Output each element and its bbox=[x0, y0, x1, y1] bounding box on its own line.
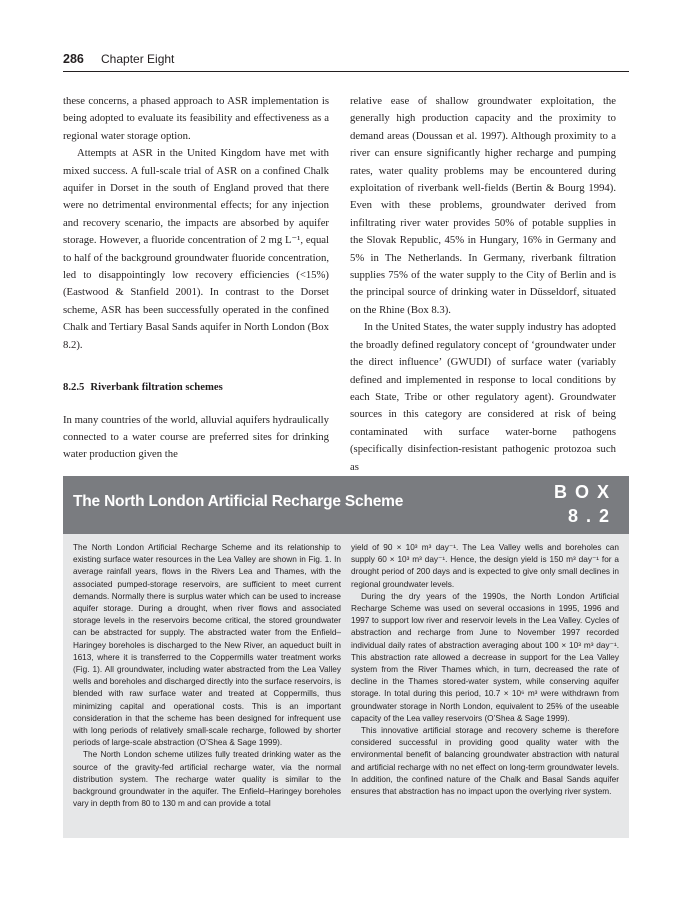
box-paragraph: The North London scheme utilizes fully treated drinking water as the source of the gravity-fed artificial recharge water, via the normal distribution system. The recharge water quality is similar to the background groundwater in the aquifer. The Enfield–Haringey boreholes vary in depth from 80 to 130 m and can provide a total bbox=[73, 750, 341, 809]
chapter-title: Chapter Eight bbox=[101, 52, 175, 66]
box-label-word: BOX bbox=[553, 482, 617, 502]
box-left-column bbox=[73, 542, 341, 810]
section-heading bbox=[63, 379, 329, 396]
box-title: The North London Artificial Recharge Scheme bbox=[73, 493, 404, 510]
paragraph: In many countries of the world, alluvial aquifers hydraulically connected to a water course are preferred sites for drinking water production given the bbox=[63, 413, 329, 461]
paragraph: Attempts at ASR in the United Kingdom have met with mixed success. A full-scale trial of ASR on a confined Chalk aquifer in Dorset in the south of England proved that there were no detrimental environmental effects; for any injection and recovery scenario, the impacts are absorbed by aquifer storage. However, a fluoride concentration of 2 mg L⁻¹, equal to half of the background groundwater fluoride concentration, led to disappointingly low recovery efficiencies (<15%) (Eastwood & Stanfield 2001). In contrast to the Dorset scheme, ASR has been successfully operated in the confined Chalk and Tertiary Basal Sands aquifer in North London (Box 8.2). bbox=[63, 147, 329, 351]
box-paragraph: yield of 90 × 10³ m³ day⁻¹. The Lea Valley wells and boreholes can supply 60 × 10³ m³ day⁻¹. Hence, the design yield is 150 m³ day⁻¹ for a drought period of 200 days and is expected to give only small declines in regional groundwater levels. bbox=[351, 543, 619, 589]
box-right-column bbox=[351, 542, 619, 798]
header-rule bbox=[63, 71, 629, 72]
box-paragraph: This innovative artificial storage and recovery scheme is therefore considered successful in providing good quality water with the environmental benefit of balancing groundwater abstraction with natural and artificial recharge with no net effect on long-term groundwater levels. In addition, the confined nature of the Chalk and Basal Sands aquifer ensures that abstraction has no impact upon the overlying river system. bbox=[351, 726, 619, 797]
box-label bbox=[554, 480, 617, 528]
paragraph: In the United States, the water supply industry has adopted the broadly defined regulatory concept of ‘groundwater under the direct influence’ (GWUDI) of surface water (variably defined and implemented in response to local conditions by each State, Tribe or other regulatory agent). Groundwater sources in this category are considered at risk of being contaminated with surface water-borne pathogens (specifically disinfection-resistant pathogenic protozoa such as bbox=[350, 321, 616, 473]
box-paragraph: The North London Artificial Recharge Scheme and its relationship to existing surface water resources in the Lea Valley are shown in Fig. 1. In average rainfall years, flows in the Rivers Lea and Thames, with the associated pumped-storage reservoirs, are sufficient to meet current demands. Normally there is surplus water which can be used to increase aquifer storage. During a drought, when river flows and associated storage levels in the reservoirs become critical, the stored groundwater can be abstracted for supply. The abstracted water from the Enfield–Haringey boreholes is discharged to the New River, an aqueduct built in 1613, where it is transferred to the Coppermills water treatment works (Fig. 1). All groundwater, including water abstracted from the Lea Valley wells and boreholes and discharged directly into the surface reservoirs, is blended with raw surface water and treated at Coppermills, thus minimizing capital and operational costs. This is an important consideration in that the scheme has been designed for infrequent use with long periods of relatively small-scale recharge, followed by shorter periods of large-scale abstraction (O’Shea & Sage 1999). bbox=[73, 543, 341, 748]
box-body bbox=[63, 534, 629, 838]
paragraph: relative ease of shallow groundwater exploitation, the generally high production capacity and the proximity to demand areas (Doussan et al. 1997). Although proximity to a river can ensure significantly higher recharge and pumping rates, water quality problems may be encountered during exploitation of riverbank well-fields (Bertin & Bourg 1994). Even with these problems, groundwater derived from infiltrating river water provides 50% of potable supplies in the Slovak Republic, 45% in Hungary, 16% in Germany and 5% in The Netherlands. In Germany, riverbank filtration supplies 75% of the water supply to the City of Berlin and is the principal source of drinking water in Düsseldorf, situated on the Rhine (Box 8.3). bbox=[350, 95, 616, 316]
page-number: 286 bbox=[63, 52, 84, 66]
box-8-2 bbox=[63, 476, 629, 838]
section-title: Riverbank filtration schemes bbox=[90, 381, 223, 394]
section-number: 8.2.5 bbox=[63, 381, 85, 394]
box-paragraph: During the dry years of the 1990s, the North London Artificial Recharge Scheme was used on several occasions in 1995, 1996 and 1997 to support low river and reservoir levels in the Lea Valley. Cycles of abstraction and recharge from June to November 1997 recorded individual daily rates of abstraction averaging about 100 × 10³ m³ day⁻¹. This abstraction rate allowed a decrease in support for the Lea Valley system from the River Thames which, in turn, decreased the rate of decline in the Thames stored-water system, while conserving aquifer storage. In total during this period, 10.7 × 10⁶ m³ were withdrawn from groundwater storage in North London, equivalent to 25% of the useable capacity of the Lea valley reservoirs (O’Shea & Sage 1999). bbox=[351, 591, 619, 723]
box-label-number: 8.2 bbox=[567, 506, 617, 526]
paragraph: these concerns, a phased approach to ASR implementation is being adopted to evaluate its feasibility and effectiveness as a regional water storage option. bbox=[63, 95, 329, 142]
box-header bbox=[63, 476, 629, 534]
left-text-column bbox=[63, 93, 329, 464]
running-head bbox=[63, 52, 629, 72]
right-text-column bbox=[350, 93, 616, 476]
